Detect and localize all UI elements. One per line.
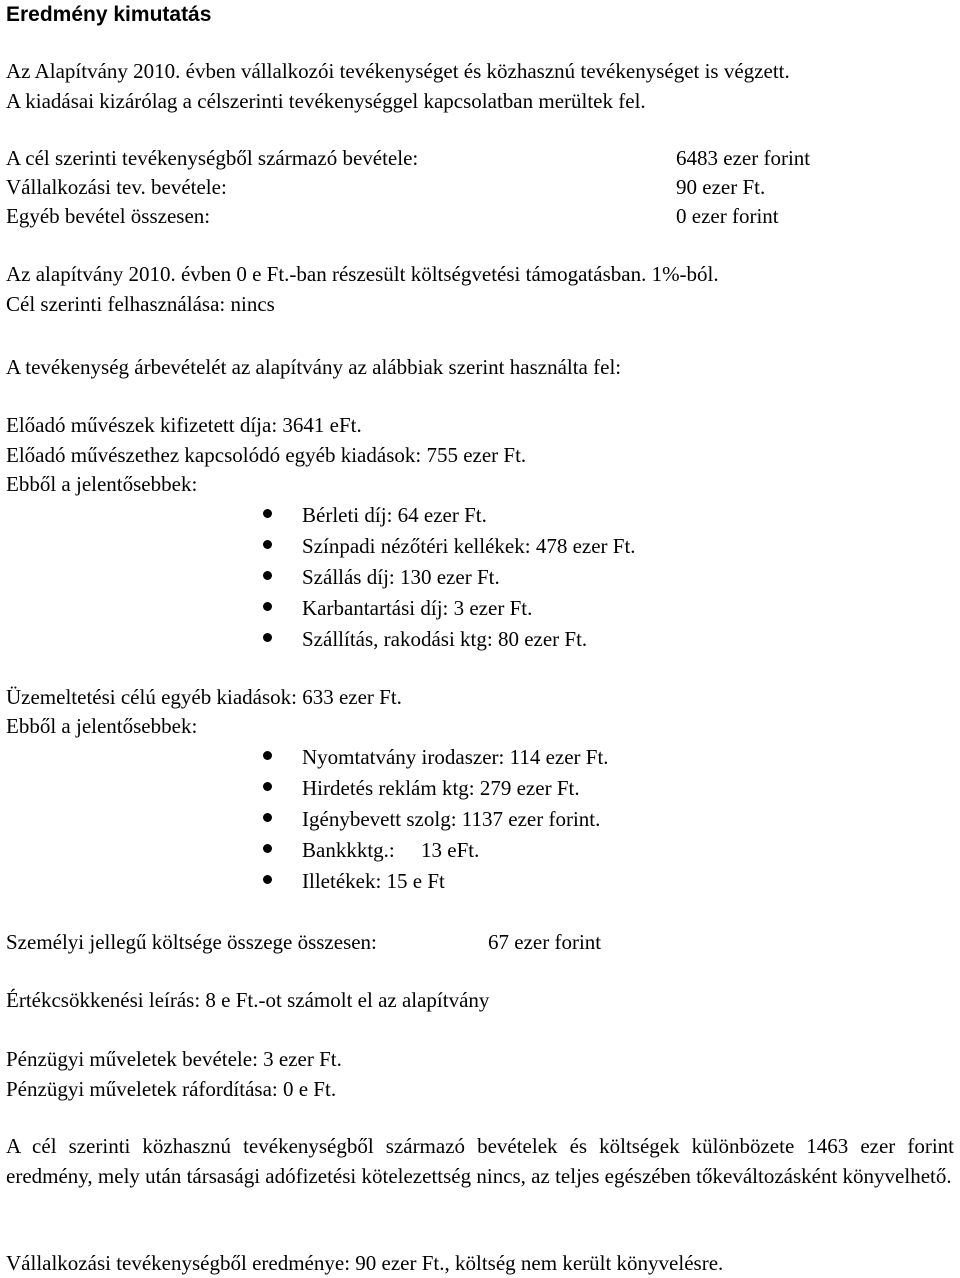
revenue-value: 0 ezer forint (676, 204, 779, 228)
artists-paid: Előadó művészek kifizetett díja: 3641 eFt. (6, 413, 362, 437)
intro-line-1: Az Alapítvány 2010. évben vállalkozói tevékenységet és közhasznú tevékenységet is végzett. (6, 59, 790, 83)
artists-related: Előadó művészethez kapcsolódó egyéb kiadások: 755 ezer Ft. (6, 443, 527, 467)
list-item-text: Bankkktg.: 13 eFt. (302, 838, 480, 862)
artists-major-label: Ebből a jelentősebbek: (6, 472, 198, 496)
support-usage-line: Cél szerinti felhasználása: nincs (6, 292, 275, 316)
depreciation-line: Értékcsökkenési leírás: 8 e Ft.-ot számolt el az alapítvány (6, 988, 490, 1012)
list-item-text: Szállás díj: 130 ezer Ft. (302, 565, 500, 589)
bullet-icon (263, 633, 272, 642)
list-item-text: Illetékek: 15 e Ft (302, 869, 445, 893)
bullet-icon (263, 751, 272, 760)
list-item-text: Nyomtatvány irodaszer: 114 ezer Ft. (302, 745, 609, 769)
personnel-value: 67 ezer forint (488, 930, 602, 954)
usage-intro: A tevékenység árbevételét az alapítvány az alábbiak szerint használta fel: (6, 355, 622, 379)
list-item-text: Hirdetés reklám ktg: 279 ezer Ft. (302, 776, 580, 800)
bullet-icon (263, 875, 272, 884)
bullet-icon (263, 571, 272, 580)
revenue-label: Egyéb bevétel összesen: (6, 204, 211, 228)
intro-line-2: A kiadásai kizárólag a célszerinti tevékenységgel kapcsolatban merültek fel. (6, 89, 646, 113)
support-line: Az alapítvány 2010. évben 0 e Ft.-ban részesült költségvetési támogatásban. 1%-ból. (6, 262, 719, 286)
operations-total: Üzemeltetési célú egyéb kiadások: 633 ezer Ft. (6, 685, 402, 709)
bullet-icon (263, 509, 272, 518)
operations-major-label: Ebből a jelentősebbek: (6, 714, 198, 738)
financial-expense: Pénzügyi műveletek ráfordítása: 0 e Ft. (6, 1077, 337, 1101)
list-item-text: Igénybevett szolg: 1137 ezer forint. (302, 807, 601, 831)
list-item-text: Színpadi nézőtéri kellékek: 478 ezer Ft. (302, 534, 636, 558)
list-item-text: Karbantartási díj: 3 ezer Ft. (302, 596, 533, 620)
bullet-icon (263, 540, 272, 549)
list-item-text: Bérleti díj: 64 ezer Ft. (302, 503, 487, 527)
result-paragraph: A cél szerinti közhasznú tevékenységből származó bevételek és költségek különbözete 1463 ezer forint eredmény, mely után társasági adófizetési kötelezettség nincs, az teljes egészében tőkeváltozásként könyvelhető. (6, 1134, 954, 1188)
revenue-label: A cél szerinti tevékenységből származó bevétele: (6, 146, 419, 170)
bullet-icon (263, 782, 272, 791)
revenue-label: Vállalkozási tev. bevétele: (6, 175, 227, 199)
document-title: Eredmény kimutatás (6, 3, 212, 26)
revenue-value: 6483 ezer forint (676, 146, 811, 170)
list-item-text: Szállítás, rakodási ktg: 80 ezer Ft. (302, 627, 588, 651)
bullet-icon (263, 602, 272, 611)
financial-income: Pénzügyi műveletek bevétele: 3 ezer Ft. (6, 1047, 342, 1071)
bullet-icon (263, 844, 272, 853)
bullet-icon (263, 813, 272, 822)
revenue-value: 90 ezer Ft. (676, 175, 766, 199)
business-result: Vállalkozási tevékenységből eredménye: 90 ezer Ft., költség nem került könyvelésre. (6, 1251, 724, 1275)
personnel-label: Személyi jellegű költsége összege összesen: (6, 930, 377, 954)
